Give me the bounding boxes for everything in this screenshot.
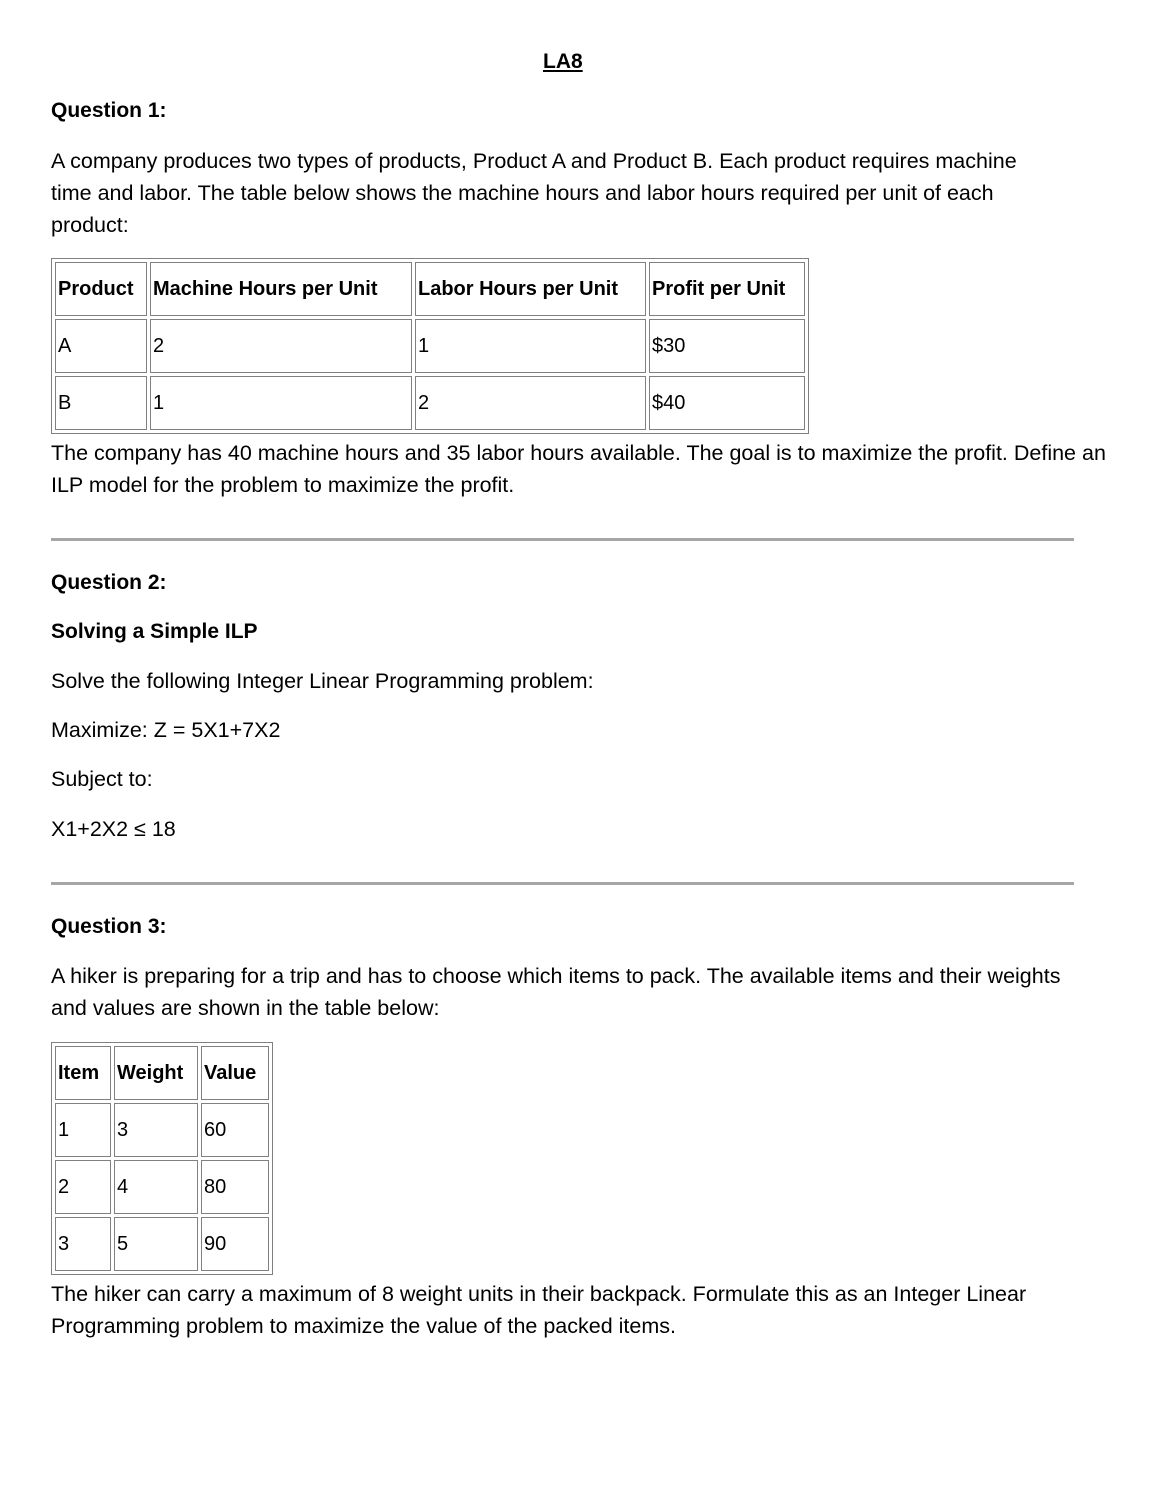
table-cell: 5 (114, 1217, 198, 1271)
table-header-row (55, 1046, 269, 1100)
table-cell: 2 (415, 376, 646, 430)
table-header-cell: Product (55, 262, 147, 316)
table-cell: 1 (150, 376, 412, 430)
constraint: X1+2X2 ≤ 18 (51, 817, 176, 841)
table-cell: 2 (55, 1160, 111, 1214)
items-table (51, 1042, 273, 1275)
table-cell: 1 (55, 1103, 111, 1157)
section-divider (51, 882, 1074, 885)
table-row (55, 1217, 269, 1271)
product-table (51, 258, 809, 434)
document-title: LA8 (543, 50, 583, 73)
table-cell: $30 (649, 319, 805, 373)
table-cell: A (55, 319, 147, 373)
question-2-heading: Question 2: (51, 571, 167, 594)
table-row (55, 319, 805, 373)
question-1-intro: A company produces two types of products, Product A and Product B. Each product requires machine time and labor. The table below shows the machine hours and labor hours required per unit of each product: (51, 149, 1017, 237)
table-cell: 3 (55, 1217, 111, 1271)
question-2-line: Solve the following Integer Linear Programming problem: (51, 669, 594, 693)
question-2-line: Subject to: (51, 767, 153, 791)
table-row (55, 376, 805, 430)
question-3-outro: The hiker can carry a maximum of 8 weight units in their backpack. Formulate this as an Integer Linear Programming problem to maximize the value of the packed items. (51, 1282, 1027, 1338)
question-3-heading: Question 3: (51, 915, 167, 938)
question-1-heading: Question 1: (51, 99, 167, 122)
table-cell: 1 (415, 319, 646, 373)
table-row (55, 1103, 269, 1157)
table-header-row (55, 262, 805, 316)
section-divider (51, 538, 1074, 541)
objective-function: Maximize: Z = 5X1+7X2 (51, 718, 281, 742)
table-cell: B (55, 376, 147, 430)
question-3-intro: A hiker is preparing for a trip and has to choose which items to pack. The available items and their weights and values are shown in the table below: (51, 964, 1061, 1020)
table-cell: 60 (201, 1103, 269, 1157)
table-header-cell: Value (201, 1046, 269, 1100)
question-1-outro: The company has 40 machine hours and 35 labor hours available. The goal is to maximize the profit. Define an ILP model for the problem to maximize the profit. (51, 441, 1106, 497)
table-cell: 80 (201, 1160, 269, 1214)
table-cell: 4 (114, 1160, 198, 1214)
table-header-cell: Weight (114, 1046, 198, 1100)
table-header-cell: Item (55, 1046, 111, 1100)
table-cell: 90 (201, 1217, 269, 1271)
table-header-cell: Profit per Unit (649, 262, 805, 316)
question-2-subheading: Solving a Simple ILP (51, 620, 258, 643)
table-cell: 3 (114, 1103, 198, 1157)
table-cell: $40 (649, 376, 805, 430)
table-row (55, 1160, 269, 1214)
table-header-cell: Machine Hours per Unit (150, 262, 412, 316)
table-header-cell: Labor Hours per Unit (415, 262, 646, 316)
table-cell: 2 (150, 319, 412, 373)
